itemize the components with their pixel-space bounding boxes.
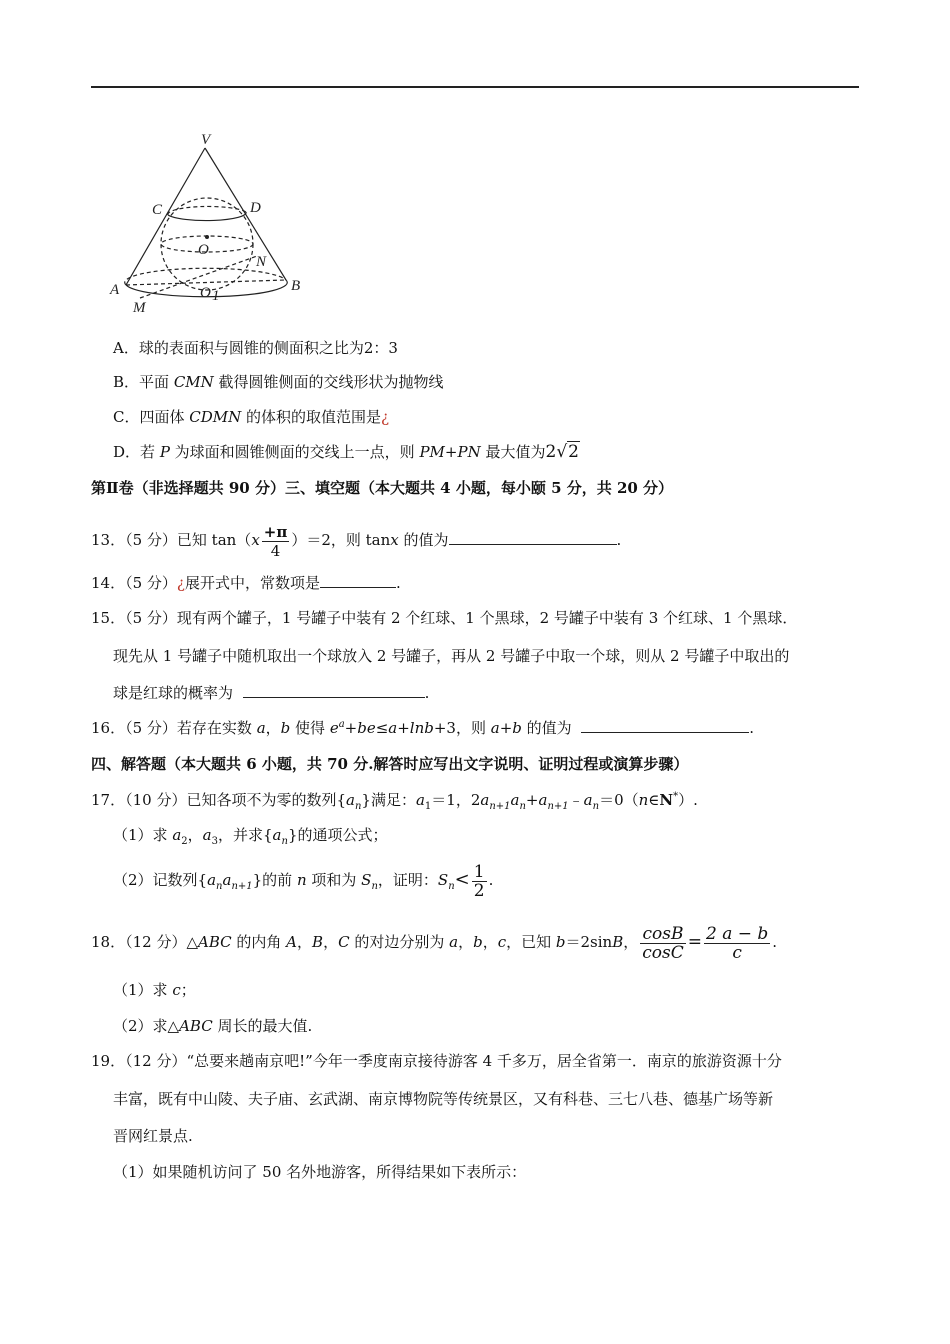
q16-answer-blank (581, 718, 749, 733)
q13-fraction: $\frac{+\pi}{4}$ (263, 522, 288, 560)
option-b: B．平面 CMN 截得圆锥侧面的交线形状为抛物线 (113, 373, 444, 391)
label-n: N (256, 254, 267, 270)
label-o1-sub: 1 (212, 288, 220, 304)
option-d: D．若 P 为球面和圆锥侧面的交线上一点，则 PM+PN 最大值为2√2 (113, 442, 579, 462)
q17-fraction-half: $\frac{1}{2}$ (473, 861, 485, 901)
q19-line1: 19．（12 分）“总要来趟南京吧!”今年一季度南京接待游客 4 千多万，居全省第一．南京的旅游资源十分 (91, 1052, 782, 1070)
label-o1: O (200, 285, 211, 301)
section-4-title: 四、解答题（本大题共 6 小题，共 70 分.解答时应写出文字说明、证明过程或演算步骤） (91, 755, 689, 773)
q19-line2: 丰富，既有中山陵、夫子庙、玄武湖、南京博物院等传统景区，又有科巷、三七八巷、德基广场等新 (113, 1090, 774, 1108)
q18: 18．（12 分）△ABC 的内角 A，B，C 的对边分别为 a，b，c，已知 b＝2sinB， $\frac{\cos B}{\cos C}$ = $\frac{2 a - b}{c}$ . (91, 923, 778, 963)
q18-fraction-rhs: $\frac{2 a - b}{c}$ (706, 923, 769, 963)
q19-line3: 晋网红景点. (113, 1127, 193, 1145)
label-m: M (133, 300, 146, 316)
q13-answer-blank (449, 530, 617, 545)
q18-part1: （1）求 c； (113, 981, 196, 999)
cd-circle-front (168, 212, 246, 221)
cone-sphere-figure (105, 128, 315, 318)
label-o: O (198, 242, 209, 258)
option-c: C．四面体 CDMN 的体积的取值范围是¿ (113, 408, 390, 426)
center-o-dot (205, 235, 209, 239)
q18-fraction-cos: $\frac{\cos B}{\cos C}$ (642, 923, 684, 963)
option-a: A．球的表面积与圆锥的侧面积之比为2：3 (113, 339, 398, 357)
q15-line1: 15．（5 分）现有两个罐子，1 号罐子中装有 2 个红球、1 个黑球，2 号罐子中装有 3 个红球、1 个黑球． (91, 609, 798, 627)
label-v: V (201, 132, 211, 148)
cone-edge-left (126, 148, 205, 285)
label-d: D (250, 200, 261, 216)
q15-line3: 球是红球的概率为 . (113, 684, 430, 702)
q13: 13．（5 分）已知 tan（x $\frac{+\pi}{4}$ ）＝2，则 tanx 的值为 . (91, 522, 622, 560)
label-c: C (152, 202, 163, 218)
q16: 16．（5 分）若存在实数 a，b 使得 $e^a+be\le a+\ln b+3$，则 a+b 的值为 . (91, 719, 754, 737)
label-a: A (110, 282, 120, 298)
label-b: B (291, 278, 301, 294)
q15-answer-blank (243, 683, 425, 698)
q19-part1: （1）如果随机访问了 50 名外地游客，所得结果如下表所示： (113, 1163, 527, 1181)
cd-circle-back (168, 206, 246, 215)
header-rule (91, 86, 859, 88)
q15-line2: 现先从 1 号罐子中随机取出一个球放入 2 号罐子，再从 2 号罐子中取一个球，则从 2 号罐子中取出的 (113, 647, 790, 665)
q18-part2: （2）求△ABC 周长的最大值. (113, 1017, 313, 1035)
q17-part2: （2）记数列$\{a_na_{n+1}\}$的前 n 项和为 $S_n$，证明：$S_n<$ $\frac{1}{2}$ . (113, 861, 494, 901)
q17-part1: （1）求 $a_2$，$a_3$，并求$\{a_n\}$的通项公式； (113, 826, 388, 847)
q14: 14．（5 分）¿展开式中，常数项是 . (91, 574, 401, 592)
q14-answer-blank (320, 573, 396, 588)
section-2-title: 第Ⅱ卷（非选择题共 90 分）三、填空题（本大题共 4 小题，每小颐 5 分，共 20 分） (91, 479, 674, 497)
q17: 17．（10 分）已知各项不为零的数列$\{a_n\}$满足：$a_1=1$，$2a_{n+1}a_n+a_{n+1}﹣a_n=0(n\in N^*)$. (91, 791, 698, 812)
